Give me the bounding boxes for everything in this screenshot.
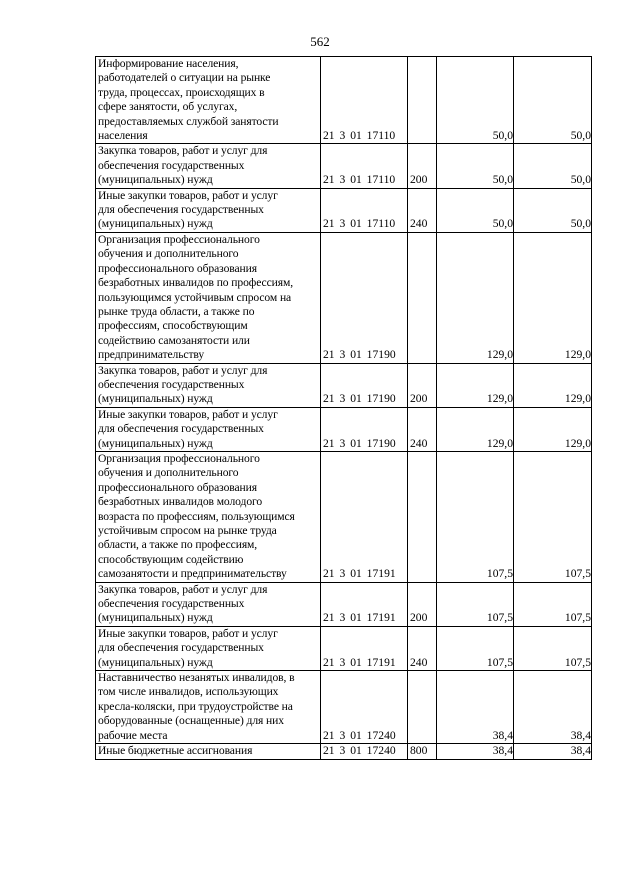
- item-name-cell: [96, 671, 321, 744]
- expense-type-cell: [408, 57, 437, 144]
- item-name-line: области, а также по профессиям,: [98, 538, 258, 552]
- table-row: [96, 407, 592, 451]
- item-name-line: безработных инвалидов по профессиям,: [98, 276, 293, 290]
- amount-year1-cell: 50,0: [437, 188, 514, 232]
- item-name-cell: [96, 144, 321, 188]
- classification-code-cell: 21 3 01 17191: [321, 451, 408, 582]
- amount-year2-cell: 107,5: [514, 626, 592, 670]
- table-row: [96, 626, 592, 670]
- amount-year2-cell: 129,0: [514, 232, 592, 363]
- item-name-line: сфере занятости, об услугах,: [98, 100, 238, 114]
- item-name-line: Закупка товаров, работ и услуг для: [98, 144, 268, 158]
- classification-code-cell: 21 3 01 17190: [321, 232, 408, 363]
- amount-year2-cell: 107,5: [514, 582, 592, 626]
- item-name-cell: [96, 363, 321, 407]
- item-name-line: Наставничество незанятых инвалидов, в: [98, 671, 295, 685]
- item-name-line: Организация профессионального: [98, 451, 260, 465]
- classification-code-cell: 21 3 01 17110: [321, 144, 408, 188]
- expense-type-cell: 240: [408, 188, 437, 232]
- budget-table: [95, 56, 592, 760]
- amount-year1-cell: 129,0: [437, 232, 514, 363]
- item-name-cell: [96, 744, 321, 759]
- item-name-cell: [96, 407, 321, 451]
- item-name-cell: [96, 582, 321, 626]
- item-name-line: Закупка товаров, работ и услуг для: [98, 582, 268, 596]
- classification-code-cell: 21 3 01 17240: [321, 744, 408, 759]
- item-name-line: обучения и дополнительного: [98, 247, 239, 261]
- item-name-line: Информирование населения,: [98, 57, 239, 70]
- item-name-line: способствующим содействию: [98, 552, 244, 566]
- amount-year1-cell: 38,4: [437, 744, 514, 759]
- item-name-line: для обеспечения государственных: [98, 641, 264, 655]
- expense-type-cell: 200: [408, 582, 437, 626]
- expense-type-cell: [408, 232, 437, 363]
- budget-table-body: [96, 57, 592, 760]
- item-name-line: Иные закупки товаров, работ и услуг: [98, 188, 278, 202]
- amount-year2-cell: 38,4: [514, 671, 592, 744]
- item-name-line: оборудованные (оснащенные) для них: [98, 714, 284, 728]
- amount-year2-cell: 129,0: [514, 363, 592, 407]
- table-row: [96, 744, 592, 759]
- item-name-line: обеспечения государственных: [98, 377, 245, 391]
- table-row: [96, 671, 592, 744]
- item-name-line: предоставляемых службой занятости: [98, 114, 279, 128]
- item-name-line: (муниципальных) нужд: [98, 392, 213, 406]
- item-name-line: профессиям, способствующим: [98, 319, 248, 333]
- item-name-cell: [96, 188, 321, 232]
- amount-year1-cell: 50,0: [437, 144, 514, 188]
- amount-year2-cell: 107,5: [514, 451, 592, 582]
- classification-code-cell: 21 3 01 17191: [321, 626, 408, 670]
- item-name-line: Организация профессионального: [98, 232, 260, 246]
- amount-year1-cell: 129,0: [437, 363, 514, 407]
- item-name-line: том числе инвалидов, использующих: [98, 685, 279, 699]
- table-row: [96, 363, 592, 407]
- amount-year1-cell: 38,4: [437, 671, 514, 744]
- item-name-line: обеспечения государственных: [98, 158, 245, 172]
- item-name-cell: [96, 626, 321, 670]
- item-name-line: (муниципальных) нужд: [98, 436, 213, 450]
- classification-code-cell: 21 3 01 17190: [321, 407, 408, 451]
- item-name-cell: [96, 232, 321, 363]
- amount-year1-cell: 50,0: [437, 57, 514, 144]
- classification-code-cell: 21 3 01 17191: [321, 582, 408, 626]
- item-name-line: рабочие места: [98, 728, 168, 742]
- amount-year1-cell: 107,5: [437, 582, 514, 626]
- expense-type-cell: 240: [408, 626, 437, 670]
- item-name-line: Закупка товаров, работ и услуг для: [98, 363, 268, 377]
- amount-year2-cell: 50,0: [514, 144, 592, 188]
- item-name-line: кресла-коляски, при трудоустройстве на: [98, 699, 293, 713]
- expense-type-cell: [408, 451, 437, 582]
- amount-year2-cell: 38,4: [514, 744, 592, 759]
- item-name-line: рынке труда области, а также по: [98, 304, 255, 318]
- classification-code-cell: 21 3 01 17110: [321, 188, 408, 232]
- table-row: [96, 144, 592, 188]
- amount-year1-cell: 107,5: [437, 626, 514, 670]
- classification-code-cell: 21 3 01 17110: [321, 57, 408, 144]
- item-name-line: предпринимательству: [98, 348, 205, 362]
- item-name-line: (муниципальных) нужд: [98, 655, 213, 669]
- amount-year1-cell: 107,5: [437, 451, 514, 582]
- item-name-line: самозанятости и предпринимательству: [98, 567, 287, 581]
- item-name-line: труда, процессах, происходящих в: [98, 85, 265, 99]
- item-name-cell: [96, 57, 321, 144]
- item-name-line: Иные закупки товаров, работ и услуг: [98, 626, 278, 640]
- table-row: [96, 188, 592, 232]
- page-number: 562: [310, 34, 330, 49]
- table-row: [96, 232, 592, 363]
- item-name-line: обучения и дополнительного: [98, 466, 239, 480]
- amount-year2-cell: 50,0: [514, 188, 592, 232]
- item-name-line: возраста по профессиям, пользующимся: [98, 509, 295, 523]
- item-name-line: Иные закупки товаров, работ и услуг: [98, 407, 278, 421]
- item-name-line: профессионального образования: [98, 261, 257, 275]
- expense-type-cell: [408, 671, 437, 744]
- expense-type-cell: 200: [408, 144, 437, 188]
- item-name-line: безработных инвалидов молодого: [98, 495, 263, 509]
- table-row: [96, 582, 592, 626]
- item-name-line: пользующимся устойчивым спросом на: [98, 290, 292, 304]
- item-name-line: для обеспечения государственных: [98, 203, 264, 217]
- item-name-line: устойчивым спросом на рынке труда: [98, 524, 277, 537]
- item-name-cell: [96, 451, 321, 582]
- classification-code-cell: 21 3 01 17190: [321, 363, 408, 407]
- expense-type-cell: 200: [408, 363, 437, 407]
- item-name-line: (муниципальных) нужд: [98, 611, 213, 625]
- expense-type-cell: 800: [408, 744, 437, 759]
- amount-year1-cell: 129,0: [437, 407, 514, 451]
- item-name-line: профессионального образования: [98, 480, 257, 494]
- item-name-line: содействию самозанятости или: [98, 333, 250, 347]
- table-row: [96, 451, 592, 582]
- expense-type-cell: 240: [408, 407, 437, 451]
- item-name-line: (муниципальных) нужд: [98, 217, 213, 231]
- item-name-line: населения: [98, 129, 148, 143]
- classification-code-cell: 21 3 01 17240: [321, 671, 408, 744]
- item-name-line: работодателей о ситуации на рынке: [98, 71, 271, 85]
- amount-year2-cell: 129,0: [514, 407, 592, 451]
- table-row: [96, 57, 592, 144]
- item-name-line: Иные бюджетные ассигнования: [98, 744, 253, 758]
- amount-year2-cell: 50,0: [514, 57, 592, 144]
- item-name-line: (муниципальных) нужд: [98, 173, 213, 187]
- item-name-line: обеспечения государственных: [98, 597, 245, 611]
- item-name-line: для обеспечения государственных: [98, 422, 264, 436]
